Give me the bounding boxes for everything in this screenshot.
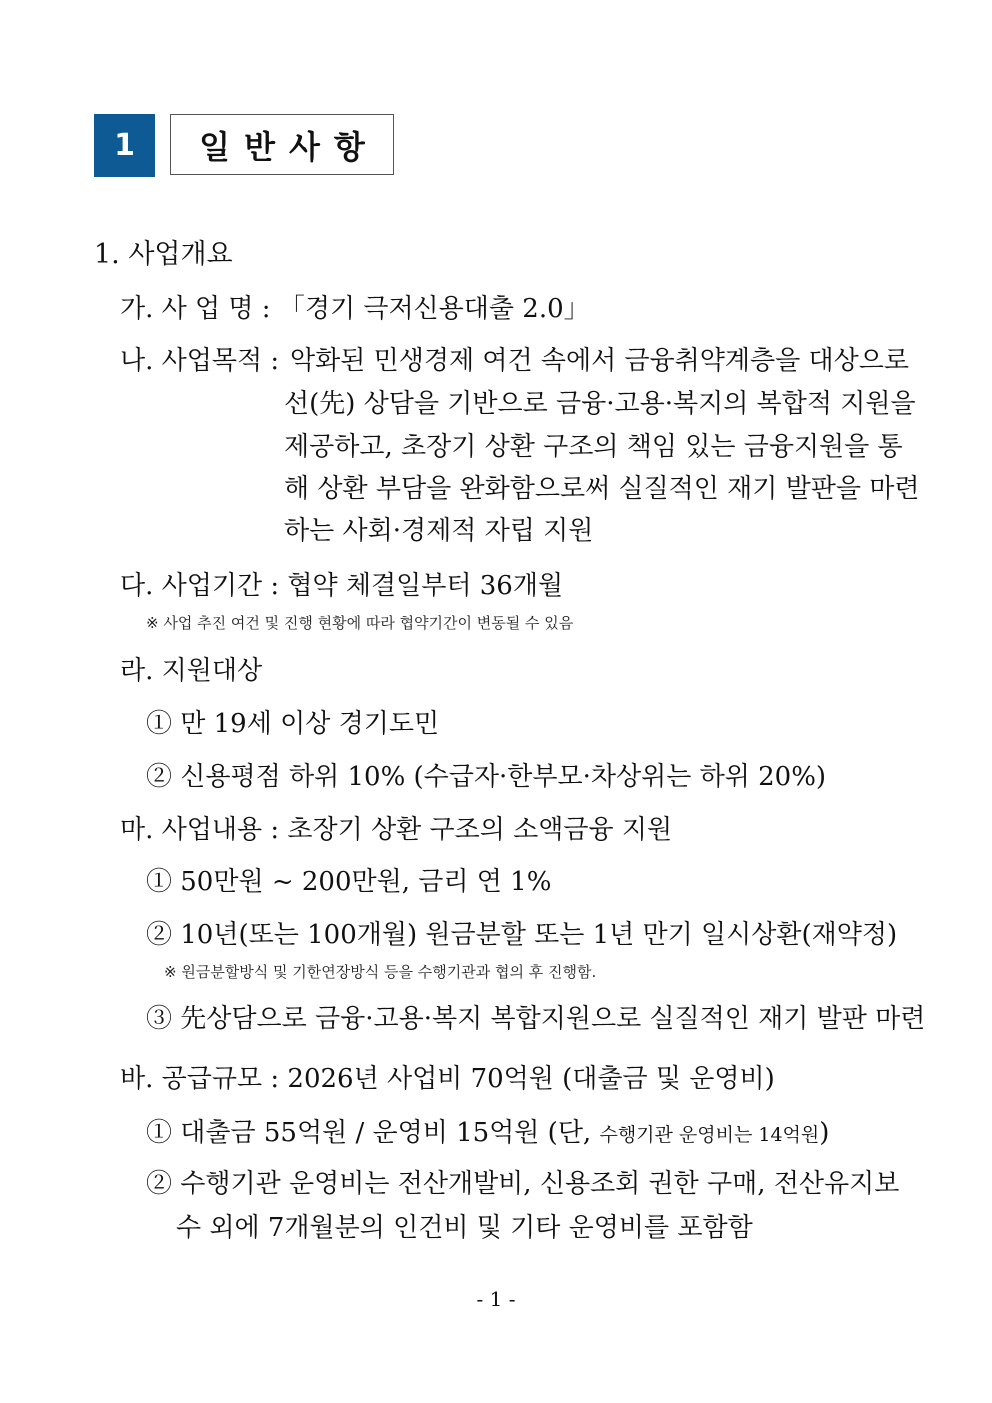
overview-heading: 1. 사업개요 xyxy=(94,239,233,270)
item-ba-label: 바. 공급규모 : xyxy=(120,1064,280,1094)
page-number: - 1 - xyxy=(476,1287,516,1311)
item-na-line: 하는 사회·경제적 자립 지원 xyxy=(284,516,594,546)
item-da xyxy=(120,565,563,602)
item-ga xyxy=(120,288,590,325)
item-ba-sub1-small: 수행기관 운영비는 14억원 xyxy=(599,1124,820,1146)
item-ba-sub-cont: 수 외에 7개월분의 인건비 및 기타 운영비를 포함함 xyxy=(176,1213,753,1243)
item-ba xyxy=(120,1058,775,1095)
item-ba-sub xyxy=(146,1112,829,1149)
item-da-text: 협약 체결일부터 36개월 xyxy=(287,571,564,601)
item-ma-sub: ① 50만원 ~ 200만원, 금리 연 1% xyxy=(146,867,552,897)
item-ba-sub1-main: ① 대출금 55억원 / 운영비 15억원 (단, xyxy=(146,1118,592,1148)
item-na-line: 제공하고, 초장기 상환 구조의 책임 있는 금융지원을 통 xyxy=(284,432,903,462)
section-title-box: 일반사항 xyxy=(170,114,394,175)
item-ba-text: 2026년 사업비 70억원 (대출금 및 운영비) xyxy=(287,1064,775,1094)
item-na-line: 선(先) 상담을 기반으로 금융·고용·복지의 복합적 지원을 xyxy=(284,389,916,419)
item-ra-label: 라. 지원대상 xyxy=(120,656,263,686)
item-ga-label: 가. 사 업 명 : xyxy=(120,294,271,324)
item-na-line: 악화된 민생경제 여건 속에서 금융취약계층을 대상으로 xyxy=(290,346,909,376)
item-ma xyxy=(120,809,672,846)
item-ga-text: 「경기 극저신용대출 2.0」 xyxy=(278,294,590,324)
item-ba-sub: ② 수행기관 운영비는 전산개발비, 신용조회 권한 구매, 전산유지보 xyxy=(146,1169,900,1199)
item-ma-label: 마. 사업내용 : xyxy=(120,815,280,845)
item-ra-sub: ② 신용평점 하위 10% (수급자·한부모·차상위는 하위 20%) xyxy=(146,762,827,792)
item-ba-sub1-close: ) xyxy=(819,1118,830,1148)
item-da-label: 다. 사업기간 : xyxy=(120,571,280,601)
item-na-line: 해 상환 부담을 완화함으로써 실질적인 재기 발판을 마련 xyxy=(284,474,920,504)
item-ma-sub: ② 10년(또는 100개월) 원금분할 또는 1년 만기 일시상환(재약정) xyxy=(146,920,898,950)
section-number-badge: 1 xyxy=(94,114,155,177)
item-ma-note: ※ 원금분할방식 및 기한연장방식 등을 수행기관과 협의 후 진행함. xyxy=(164,963,597,981)
item-da-note: ※ 사업 추진 여건 및 진행 현황에 따라 협약기간이 변동될 수 있음 xyxy=(146,614,574,632)
item-ma-text: 초장기 상환 구조의 소액금융 지원 xyxy=(287,815,673,845)
item-ra-sub: ① 만 19세 이상 경기도민 xyxy=(146,709,440,739)
item-ma-sub: ③ 先상담으로 금융·고용·복지 복합지원으로 실질적인 재기 발판 마련 xyxy=(146,1004,926,1034)
item-na-label: 나. 사업목적 : xyxy=(120,346,280,376)
